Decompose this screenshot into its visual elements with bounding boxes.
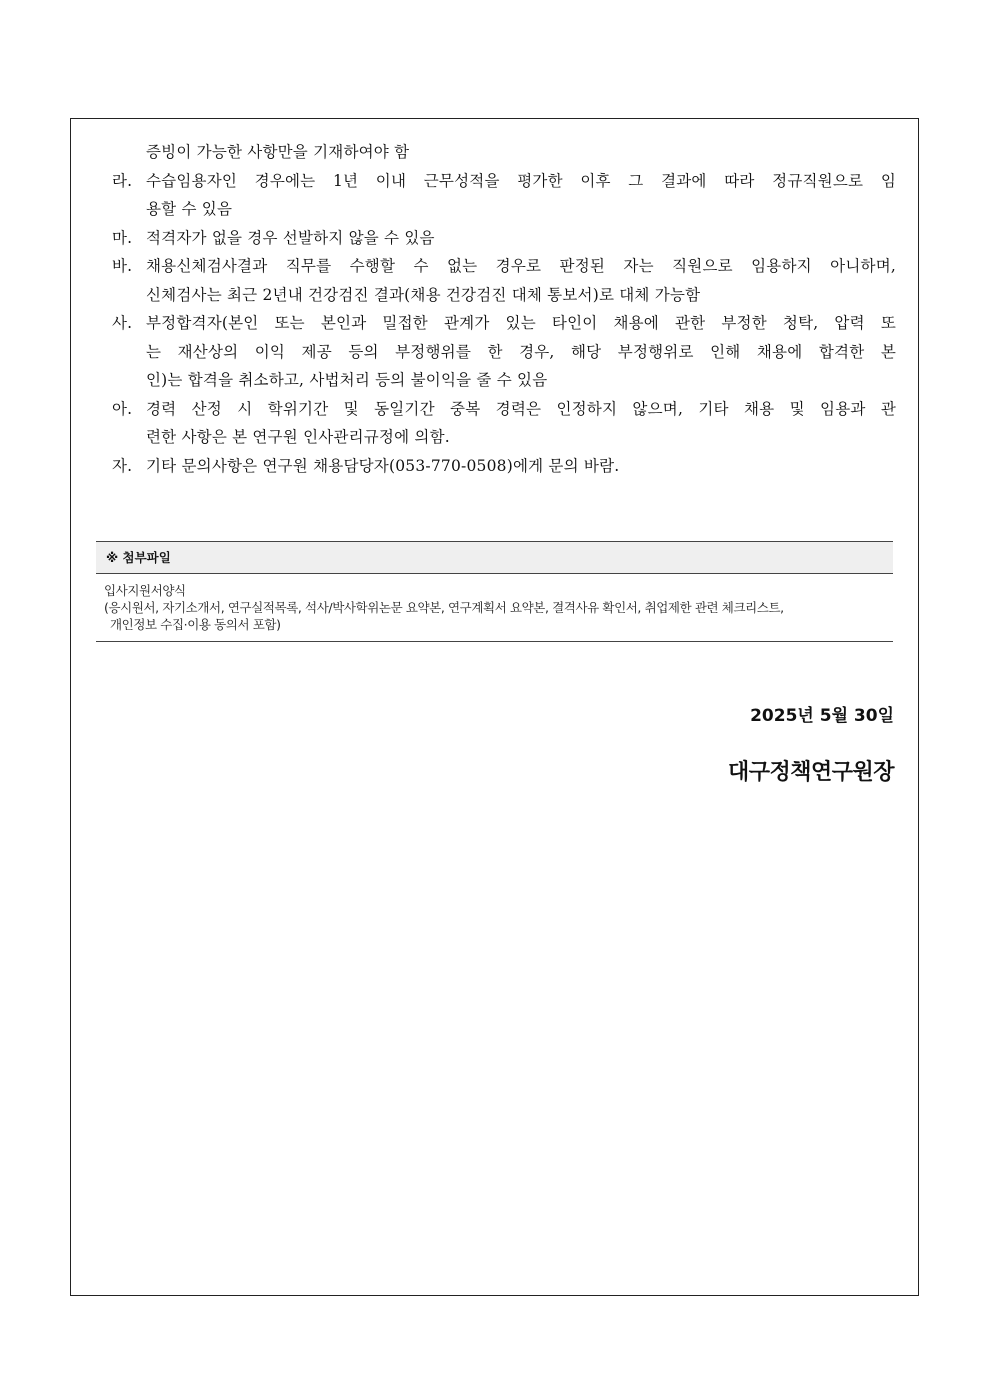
item-line: 부정합격자(본인 또는 본인과 밀접한 관계가 있는 타인이 채용에 관한 부정한 청탁, 압력 또 bbox=[146, 314, 896, 332]
item-line: 수습임용자인 경우에는 1년 이내 근무성적을 평가한 이후 그 결과에 따라 정규직원으로 임 bbox=[146, 171, 896, 190]
signer-title: 대구정책연구원장 bbox=[727, 760, 894, 785]
attachment-box bbox=[96, 541, 893, 642]
item-marker: 마. bbox=[112, 228, 133, 247]
list-item-ja bbox=[112, 452, 896, 481]
item-line: 적격자가 없을 경우 선발하지 않을 수 있음 bbox=[146, 228, 435, 247]
item-line: 인)는 합격을 취소하고, 사법처리 등의 불이익을 줄 수 있음 bbox=[146, 371, 548, 389]
item-line: 경력 산정 시 학위기간 및 동일기간 중복 경력은 인정하지 않으며, 기타 채용 및 임용과 관 bbox=[146, 399, 896, 418]
item-marker: 라. bbox=[112, 171, 133, 190]
item-marker: 자. bbox=[112, 456, 133, 475]
attachment-title: 입사지원서양식 bbox=[104, 583, 186, 598]
list-item-ma bbox=[112, 224, 896, 253]
item-line: 채용신체검사결과 직무를 수행할 수 없는 경우로 판정된 자는 직원으로 임용하지 아니하며, bbox=[146, 257, 896, 275]
item-line: 는 재산상의 이익 제공 등의 부정행위를 한 경우, 해당 부정행위로 인해 채용에 합격한 본 bbox=[146, 342, 896, 361]
item-marker: 아. bbox=[112, 399, 133, 418]
list-item-ba bbox=[112, 252, 896, 309]
notice-list bbox=[112, 138, 896, 480]
item-line: 신체검사는 최근 2년내 건강검진 결과(채용 건강검진 대체 통보서)로 대체 가능함 bbox=[146, 285, 701, 304]
item-marker: 바. bbox=[112, 257, 133, 275]
attachment-detail-line: (응시원서, 자기소개서, 연구실적목록, 석사/박사학위논문 요약본, 연구계획서 요약본, 결격사유 확인서, 취업제한 관련 체크리스트, bbox=[104, 600, 784, 615]
item-line: 기타 문의사항은 연구원 채용담당자(053-770-0508)에게 문의 바람. bbox=[146, 456, 620, 475]
attachment-header: ※ 첨부파일 bbox=[96, 541, 893, 574]
document-date: 2025년 5월 30일 bbox=[750, 706, 894, 726]
list-item-ra bbox=[112, 167, 896, 224]
item-line: 련한 사항은 본 연구원 인사관리규정에 의함. bbox=[146, 428, 450, 446]
continuation-line: 증빙이 가능한 사항만을 기재하여야 함 bbox=[146, 143, 410, 161]
item-line: 용할 수 있음 bbox=[146, 200, 233, 218]
attachment-detail-line: 개인정보 수집·이용 동의서 포함) bbox=[110, 617, 281, 632]
list-item-a bbox=[112, 395, 896, 452]
item-marker: 사. bbox=[112, 314, 133, 332]
list-item-sa bbox=[112, 309, 896, 395]
attachment-body bbox=[96, 574, 893, 642]
